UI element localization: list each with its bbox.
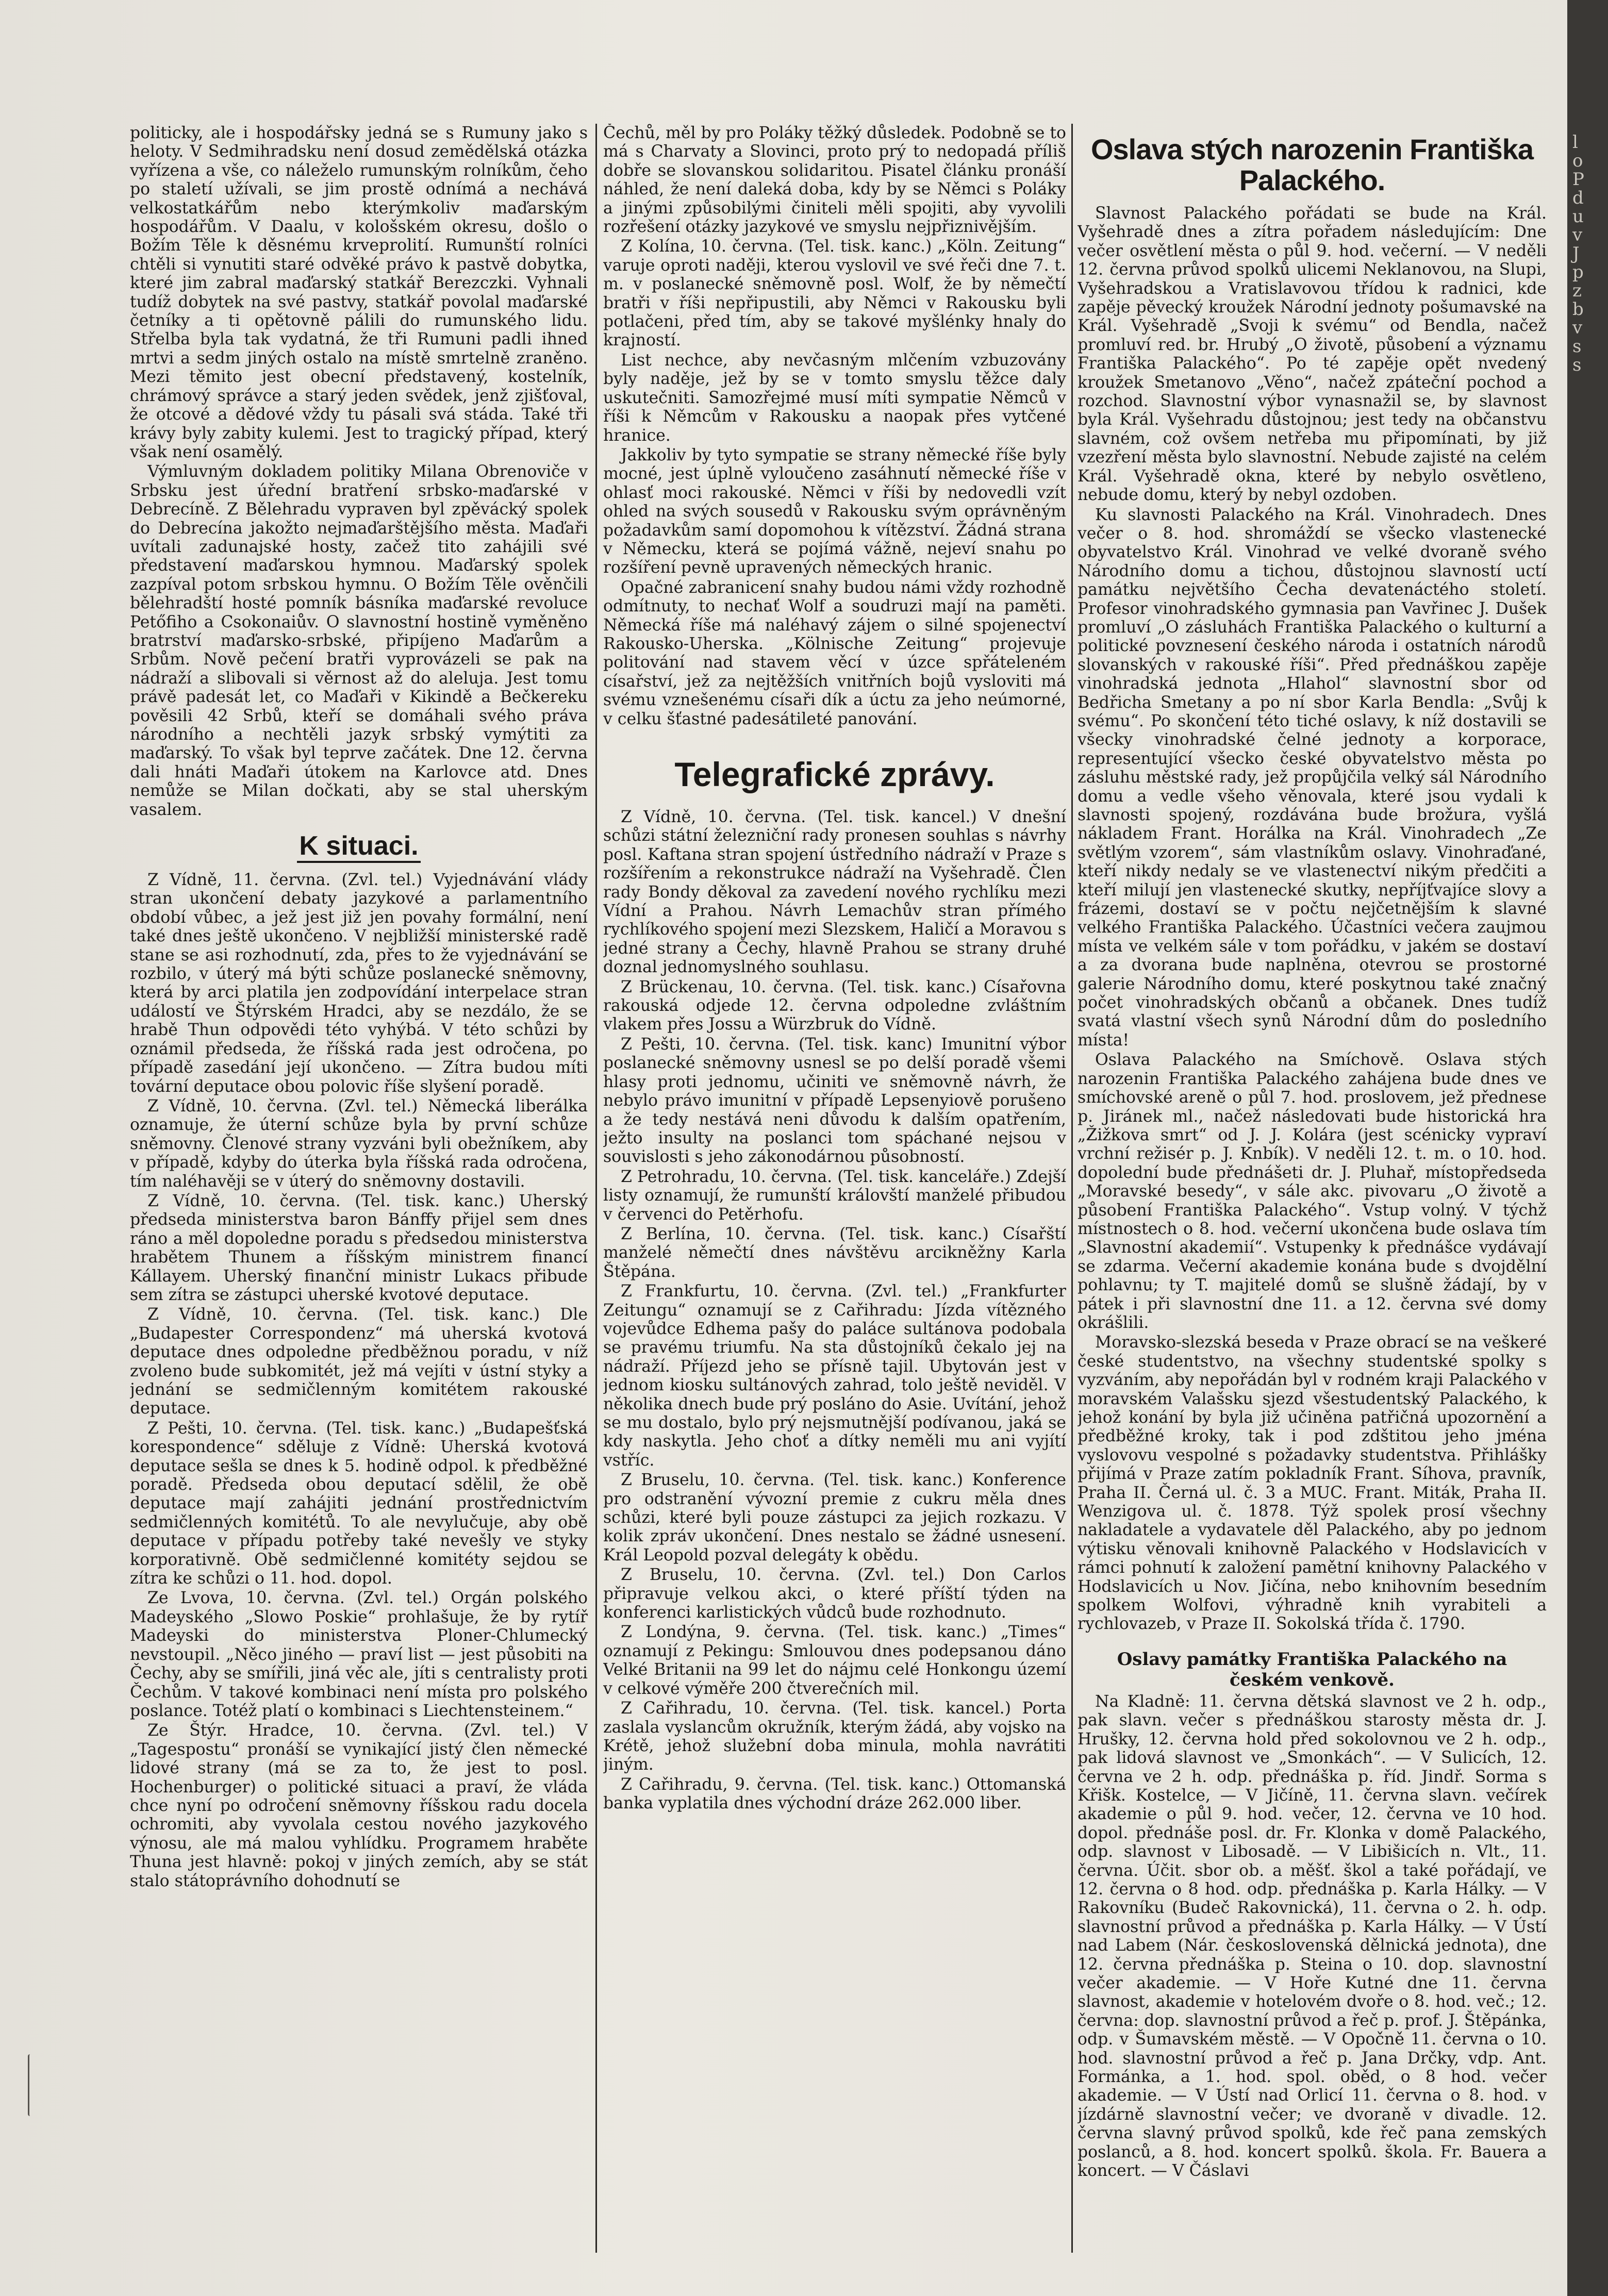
article-paragraph: Výmluvným dokladem politiky Milana Obrenoviče v Srbsku jest úřední bratření srbsko-maďarské v Debrecíně. Z Bělehradu vypraven byl zpěvácký spolek do Debrecína jakožto nejmaďarštějšího města. Maďaři uvítali zadunajské hosty, začež tito zahájili své představení maďarskou hymnou. Maďarský spolek zazpíval potom srbskou hymnu. O Božím Těle ověnčili bělehradští hosté pomník básníka maďarské revoluce Petőfiho a Csokonaiův. O slavnostní hostině vyměněno bratrství maďarsko-srbské, připíjeno Maďarům a Srbům. Nově pečení bratři vyprovázeli se pak na nádraží a slibovali si věrnost až do aleluja. Jest tomu právě padesát let, co Maďaři v Kikindě a Bečkereku pověsili 42 Srbů, kteří se domáhali svého práva národního a nechtěli jazyk srbský vymýtiti za maďarský. To však byl teprve začátek. Dne 12. června dali hnáti Maďaři útokem na Karlovce atd. Dnes nemůže se Milan dočkati, aby se stal uherským vasalem. xyxy=(130,462,588,819)
subheading-venkov: Oslavy památky Františka Palackého na českém venkově. xyxy=(1117,1649,1507,1690)
news-item: Z Berlína, 10. června. (Tel. tisk. kanc.) Císařští manželé němečtí dnes návštěvu arcikněžny Karla Štěpána. xyxy=(603,1224,1066,1281)
adjacent-page-letter: z xyxy=(1572,280,1582,301)
adjacent-page-letter: l xyxy=(1572,132,1578,153)
news-item: Z Frankfurtu, 10. června. (Zvl. tel.) „Frankfurter Zeitungu“ oznamují se z Cařihradu: Jízda vítězného vojevůdce Edhema pašy do paláce sultánova podobala se pravému triumfu. Na sta důstojníků čekalo jej na nádraží. Příjezd jeho se přísně tajil. Ubytován jest v jednom kiosku sultánových zahrad, tolo ještě neviděl. V několika dnech bude prý posláno do Asie. Uvítání, jehož se mu dostalo, bylo prý nejsmutnější podívanou, jaká se kdy naskytla. Jeho choť a dítky neměli mu ani vyjítí vstříc. xyxy=(603,1282,1066,1470)
news-item: Z Vídně, 10. června. (Tel. tisk. kanc.) Dle „Budapester Correspondenz“ má uherská kvotová deputace dnes odpoledne předběžnou poradu, v níž zvoleno bude subkomitét, jež má vejíti v ústní styky a jednání se sedmičlenným komitétem rakouské deputace. xyxy=(130,1305,588,1418)
news-item: Z Cařihradu, 10. června. (Tel. tisk. kancel.) Porta zaslala vyslancům okružník, kterým žádá, aby vojsko na Krétě, jehož služební doba minula, mohla navrátiti jiným. xyxy=(603,1699,1066,1774)
adjacent-page-letter: v xyxy=(1572,225,1583,245)
adjacent-page-letter: s xyxy=(1572,336,1582,357)
news-item: Z Londýna, 9. června. (Tel. tisk. kanc.) „Times“ oznamují z Pekingu: Smlouvou dnes podepsanou dáno Velké Britanii na 99 let do nájmu celé Honkongu území v celkové výměře 200 čtverečních mil. xyxy=(603,1623,1066,1698)
news-item: Z Vídně, 10. června. (Tel. tisk. kancel.) V dnešní schůzi státní železniční rady pronesen souhlas s návrhy posl. Kaftana stran spojení ústředního nádraží v Praze s rozšířením a rekonstrukce nádraží na Vyšehradě. Člen rady Bondy děkoval za zavedení nového rychlíku mezi Vídní a Prahou. Návrh Lemachův stran přímého rychlíkového spojení mezi Slezskem, Haličí a Moravou s jedné strany a Čechy, hlavně Prahou se strany druhé doznal jednomyslného souhlasu. xyxy=(603,808,1066,977)
column-left xyxy=(130,124,588,2263)
news-item: Z Cařihradu, 9. června. (Tel. tisk. kanc.) Ottomanská banka vyplatila dnes východní dráze 262.000 liber. xyxy=(603,1775,1066,1813)
article-paragraph: politicky, ale i hospodářsky jedná se s Rumuny jako s heloty. V Sedmihradsku není dosud zemědělská otázka vyřízena a vše, co náleželo rumunským rolníkům, čeho po staletí užívali, se jim prostě odnímá a nechává velkostatkářům nebo kterýmkoliv maďarským hospodářům. V Daalu, v kološském okresu, došlo o Božím Těle k děsnému krveprolití. Rumunští rolníci chtěli si vynutiti staré odvěké právo k pastvě dobytka, které jim zabral maďarský statkář Berezczki. Vyhnali tudíž dobytek na své pastvy, statkář povolal maďarské četníky a ti opětovně pálili do rumunského lidu. Střelba byla tak vydatná, že tři Rumuni padli ihned mrtvi a sedm jiných ostalo na místě smrtelně zraněno. Mezi těmito jest obecní představený, kostelník, chrámový správce a starý jeden svědek, jenž zjišťoval, že otcové a dědové vždy tu pásali svá stáda. Také tři krávy byly zabity kulemi. Jest to tragický případ, který však není osamělý. xyxy=(130,124,588,461)
article-paragraph: Oslava Palackého na Smíchově. Oslava stých narozenin Františka Palackého zahájena bude dnes ve smíchovské areně o půl 7. hod. proslovem, jež přednese p. Jiránek ml., načež následovati bude historická hra „Žižkova smrt“ od J. J. Kolára (jest scénicky vypraví vrchní režisér p. J. Knbík). V neděli 12. t. m. o 10. hod. dopolední bude přednášeti dr. J. Pluhař, místopředseda „Moravské besedy“, v sále akc. pivovaru „O životě a působení Františka Palackého“. Vstup volný. V týchž místnostech o 8. hod. večerní ukončena bude oslava tím „Slavnostní akademií“. Vstupenky k přednášce vydávají se zdarma. Večerní akademie konána bude s dvojdělní pohlavnu; ty T. majitelé domů se slušně žádají, by v pátek i při slavnostní dne 11. a 12. června své domy okrášlili. xyxy=(1077,1051,1547,1332)
article-paragraph: Moravsko-slezská beseda v Praze obrací se na veškeré české studentstvo, na všechny studentské spolky s vyzváním, aby nepořádán byl v rodném kraji Palackého v moravském Valašsku sjezd všestudentský Palackého, k jehož konání by byla již učiněna patřičná upozornění a předběžné kroky, tak i pod zdštitou jeho jména vyslovovu vespolné s požadavky studentstva. Přihlášky přijímá v Praze zatím pokladník Frant. Síhova, pravník, Praha II. Černá ul. č. 3 a MUC. Frant. Miták, Praha II. Wenzigova ul. č. 1878. Týž spolek prosí všechny nakladatele a vydavatele děl Palackého, aby po jednom výtisku věnovali knihovně Palackého v Hodslavicích v rámci pohnutí k založení pamětní knihovny Palackého v Hodslavicích u Nov. Jičína, nebo knihovním besedním spolkem Wolfovi, výhradně knih vyrabiteli a rychlovazeb, v Praze II. Sokolská třída č. 1790. xyxy=(1077,1333,1547,1634)
section-heading-telegrams: Telegrafické zprávy. xyxy=(674,755,995,793)
article-paragraph: Slavnost Palackého pořádati se bude na Král. Vyšehradě dnes a zítra pořadem následujícím: Dne večer osvětlení města o půl 9. hod. večerní. — V neděli 12. června průvod spolků ulicemi Neklanovou, na Slupi, Vyšehradskou a Vratislavovou třídou k radnici, kde zapěje pěvecký kroužek Národní jednoty pošumavské na Král. Vyšehradě „Svoji k svému“ od Bendla, načež promluví red. br. Hrubý „O životě, působení a významu Františka Palackého“. Po té zapěje opět nvedený kroužek Smetanovo „Věno“, načež zpáteční pochod a rozchod. Slavnostní výbor vynasnažil se, by slavnost byla Král. Vyšehradu důstojnou; jest tedy na občanstvu slavném, což ovšem netřeba mu připomínati, by již vzezření města bylo slavnostní. Nebude zajisté na celém Král. Vyšehradě okna, které by nebylo osvětleno, nebude domu, který by nebyl ozdoben. xyxy=(1077,204,1547,505)
news-item: Z Vídně, 10. června. (Tel. tisk. kanc.) Uherský předseda ministerstva baron Bánffy přijel sem dnes ráno a měl dopoledne poradu s předsedou ministerstva hrabětem Thunem a říšským ministrem financí Kállayem. Uherský finanční ministr Lukacs přibude sem zítra se zástupci uherské kvotové deputace. xyxy=(130,1191,588,1304)
news-item: Z Bruselu, 10. června. (Tel. tisk. kanc.) Konference pro odstranění vývozní premie z cukru měla dnes schůzi, které byli pouze zástupci za jejich rozkazu. V kolik zpráv ukončení. Dnes nestalo se žádné usnesení. Král Leopold pozval delegáty k obědu. xyxy=(603,1471,1066,1565)
article-paragraph: List nechce, aby nevčasným mlčením vzbuzovány byly naděje, jež by se v tomto smyslu těžce daly uskutečniti. Samozřejmé musí míti sympatie Němců v říši k Němcům v Rakousku a naopak přes vytčené hranice. xyxy=(603,351,1066,445)
news-item: Ze Lvova, 10. června. (Zvl. tel.) Orgán polského Madeyského „Slowo Poskie“ prohlašuje, že by rytíř Madeyski do ministerstva Ploner-Chlumecký nevstoupil. „Něco jiného — praví list — jest působiti na Čechy, aby se smířili, jiná věc ale, jíti s centralisty proti Čechům. V takové kombinaci není místa pro polského poslance. Totéž platí o kombinaci s Liechtensteinem.“ xyxy=(130,1589,588,1720)
adjacent-page-letter: p xyxy=(1572,262,1584,282)
column-divider xyxy=(1071,124,1073,2253)
news-item: Z Pešti, 10. června. (Tel. tisk. kanc) Imunitní výbor poslanecké sněmovny usnesl se po delší poradě všemi hlasy proti jednomu, učiniti ve sněmovně návrh, že nebylo právo imunitní v případě Lepsenyiově porušeno a že tedy nestává neni důvodu k dalším opatřením, ježto insulty na poslanci tom spáchané nejsou v souvislosti s jeho zákonodárnou působností. xyxy=(603,1035,1066,1167)
news-item: Z Vídně, 10. června. (Zvl. tel.) Německá liberálka oznamuje, že úterní schůze byla by první schůze sněmovny. Členové strany vyzváni byli obežníkem, aby v případě, kdyby do úterka byla říšská rada odročena, tím naléhavěji se v úterý do sněmovny dostavili. xyxy=(130,1096,588,1191)
news-item: Z Vídně, 11. června. (Zvl. tel.) Vyjednávání vlády stran ukončení debaty jazykové a parlamentního období vůbec, a jež jest již jen povahy formální, není také dnes ještě ukončeno. V nejbližší ministerské radě stane se asi rozhodnutí, zda, přes to že vyjednávání se rozbilo, v úterý má býti schůze poslanecké sněmovny, která by arci platila jen zodpovídání interpelace stran událostí ve Štýrském Hradci, aby se nezdálo, že se hrabě Thun odpovědi této vyhýbá. V této schůzi by oznámil předseda, že říšská rada jest odročena, po případě zasedání její ukončeno. — Zítra budou míti tovární deputace obou polovic říše slyšení poradě. xyxy=(130,871,588,1096)
news-item: Z Kolína, 10. června. (Tel. tisk. kanc.) „Köln. Zeitung“ varuje oproti naději, kterou vyslovil ve své řeči dne 7. t. m. v poslanecké sněmovně posl. Wolf, že by němečtí bratři v říši nepřipustili, aby Němci v Rakousku byli potlačeni, před tím, aby se takové myšlénky hnaly do krajností. xyxy=(603,237,1066,350)
news-item: Z Petrohradu, 10. června. (Tel. tisk. kanceláře.) Zdejší listy oznamují, že rumunští královští manželé přibudou v červenci do Petěrhofu. xyxy=(603,1167,1066,1224)
column-middle xyxy=(603,124,1066,2263)
adjacent-page-letter: u xyxy=(1572,206,1584,227)
article-paragraph: Opačné zabranicení snahy budou námi vždy rozhodně odmítnuty, to nechať Wolf a soudruzi mají na paměti. Německá říše má naléhavý zájem o silné spojenectví Rakousko-Uherska. „Kölnische Zeitung“ projevuje politování nad stavem věcí v úzce spřáteleném císařství, jež za nejtěžších vnitřních bojů vysloviti má svému vznešenému císaři dík a úctu za jeho neúmorné, v celku šťastné padesátileté panování. xyxy=(603,578,1066,728)
adjacent-page-edge xyxy=(1567,0,1608,2296)
article-paragraph: Čechů, měl by pro Poláky těžký důsledek. Podobně se to má s Charvaty a Slovinci, proto prý to nedopadá příliš dobře se slovanskou solidaritou. Pisatel článku pronáší náhled, že není daleká doba, kdy by se Němci s Poláky a jinými způsobilými činiteli měli spojiti, aby vyvolili rozřešení otázky jazykové ve smyslu nejpřiznivějším. xyxy=(603,124,1066,237)
adjacent-page-letter: o xyxy=(1572,151,1583,171)
news-item: Z Brückenau, 10. června. (Tel. tisk. kanc.) Císařovna rakouská odjede 12. června odpoledne zvláštním vlakem přes Jossu a Würzbruk do Vídně. xyxy=(603,977,1066,1034)
news-item: Z Bruselu, 10. června. (Zvl. tel.) Don Carlos připravuje velkou akci, o které příští týden na konferenci karlistických vůdců bude rozhodnuto. xyxy=(603,1566,1066,1622)
article-paragraph: Ku slavnosti Palackého na Král. Vinohradech. Dnes večer o 8. hod. shromáždí se všecko vlastenecké obyvatelstvo Král. Vinohrad ve velké dvoraně svého Národního domu a tichou, důstojnou slavností uctí památku největšího Čecha devatenáctého století. Profesor vinohradského gymnasia pan Vavřinec J. Dušek promluví „O zásluhách Františka Palackého o kulturní a politické povznesení českého národa i ostatních národů slovanských v rakouské říši“. Před přednáškou zapěje vinohradská jednota „Hlahol“ slavnostní sbor od Bedřicha Smetany a po ní sbor Karla Bendla: „Svůj k svému“. Po skončení této tiché oslavy, k níž dostavili se všecky vinohradské čelné jednoty a korporace, representující všecko české obyvatelstvo města po zásluhu městské rady, jež propůjčila velký sál Národního domu a vedle všeho věnovala, které jsou vydali k slavnosti spojený, rozdávána bude brožura, vyšlá nákladem Frant. Horálka na Král. Vinohradech „Ze světlým vzorem“, sám vlastníkům oslavy. Vinohraďané, kteří nikdy nedaly se ve vlastenectví nikým předčiti a kteří milují jen vlastenecké skutky, nepříjťvajíce slovy a frázemi, dostaví se v počtu nejčetnějším k slavné velkého Františka Palackého. Účastníci večera zaujmou místa ve velkém sále v tom pořádku, v jakém se dostaví a za dvorana bude naplněna, otevrou se prostorné galerie Národního domu, které poskytnou také značný počet vinohradských občanů a občanek. Dnes tudíž svatá vlastní všech synů Národní dům do posledního místa! xyxy=(1077,505,1547,1050)
margin-mark xyxy=(28,2054,35,2116)
section-heading-palacky: Oslava stých narozenin Františka Palackého. xyxy=(1090,133,1534,196)
section-heading-situation: K situaci. xyxy=(130,830,588,861)
adjacent-page-letter: b xyxy=(1572,299,1584,320)
adjacent-page-letter: d xyxy=(1572,188,1584,208)
adjacent-page-letter: v xyxy=(1572,318,1583,338)
news-item: Z Pešti, 10. června. (Tel. tisk. kanc.) „Budapešťská korespondence“ sděluje z Vídně: Uherská kvotová deputace sešla se dnes k 5. hodině odpol. k předběžné poradě. Předseda obou deputací sdělil, že obě deputace mají zahájiti jednání prostřednictvím sedmičlenných komitétů. To ale nevylučuje, aby obě deputace v případu potřeby také nevešly ve styky korporativně. Obě sedmičlenné komitéty sejdou se zítra ke schůzi o 11. hod. dopol. xyxy=(130,1419,588,1588)
column-right xyxy=(1077,124,1547,2263)
adjacent-page-letter: J xyxy=(1572,243,1580,264)
adjacent-page-letter: P xyxy=(1572,169,1584,190)
article-paragraph: Na Kladně: 11. června dětská slavnost ve 2 h. odp., pak slavn. večer s přednáškou starosty města dr. J. Hrušky, 12. června hold před sokolovnou ve 2 h. odp., pak lidová slavnost ve „Smonkách“. — V Sulicích, 12. června ve 2 h. odp. přednáška p. říd. Jindř. Sorma s Křišk. Kostelce, — V Jičíně, 11. června slavn. večírek akademie o půl 9. hod. večer, 12. června ve 10 hod. dopol. přednáše posl. dr. Fr. Klonka v domě Palackého, odp. slavnost v Libosadě. — V Libišicích n. Vlt., 11. června. Účit. sbor ob. a měšť. škol a také pořádají, ve 12. června o 8 hod. odp. přednáška p. Karla Hálky. — V Rakovníku (Budeč Rakovnická), 11. června o 2. h. odp. slavnostní průvod a přednáška p. Karla Hálky. — V Ústí nad Labem (Nár. československá dělnická jednota), dne 12. června přednáška p. Steina o 10. dop. slavnostní večer akademie. — V Hoře Kutné dne 11. června slavnost, akademie v hotelovém dvoře o 8. hod. več.; 12. června: dop. slavnostní průvod a řeč p. prof. J. Štěpánka, odp. v Šumavském městě. — V Opočně 11. června o 10. hod. slavnostní průvod a řeč p. Jana Drčky, vdp. Ant. Formánka, a 1. hod. spol. oběd, o 8 hod. večer akademie. — V Ústí nad Orlicí 11. června o 8. hod. v jízdárně slavnostní večer; ve dvoraně v divadle. 12. června slavný průvod spolků, kde řeč pana zemských poslanců, a 8. hod. koncert spolků. škola. Fr. Bauera a koncert. — V Čáslavi xyxy=(1077,1692,1547,2181)
article-paragraph: Jakkoliv by tyto sympatie se strany německé říše byly mocné, jest úplně vyloučeno zasáhnutí německé říše v ohlasť moci rakouské. Němci v říši by nedovedli vzít ohled na svých sousedů v Rakousku svým oprávněným požadavkům samí dopomohou k vítězství. Žádná strana v Německu, která se pojímá vážně, nejeví snahu po rozšíření pevně upravených německých hranic. xyxy=(603,445,1066,577)
news-item: Ze Štýr. Hradce, 10. června. (Zvl. tel.) V „Tagespostu“ pronáší se vynikající jistý člen německé lidové strany (má se za to, že jest to posl. Hochenburger) o politické situaci a praví, že vláda chce nyní po odročení sněmovny říšskou radu docela ochromiti, aby vyvolala cestou nového jazykového výnosu, ale má malou vyhlídku. Programem hraběte Thuna jest hlavně: pokoj v jiných zemích, aby se stát stalo státoprávního dohodnutí se xyxy=(130,1721,588,1890)
adjacent-page-letter: s xyxy=(1572,355,1582,375)
column-divider xyxy=(595,124,597,2253)
